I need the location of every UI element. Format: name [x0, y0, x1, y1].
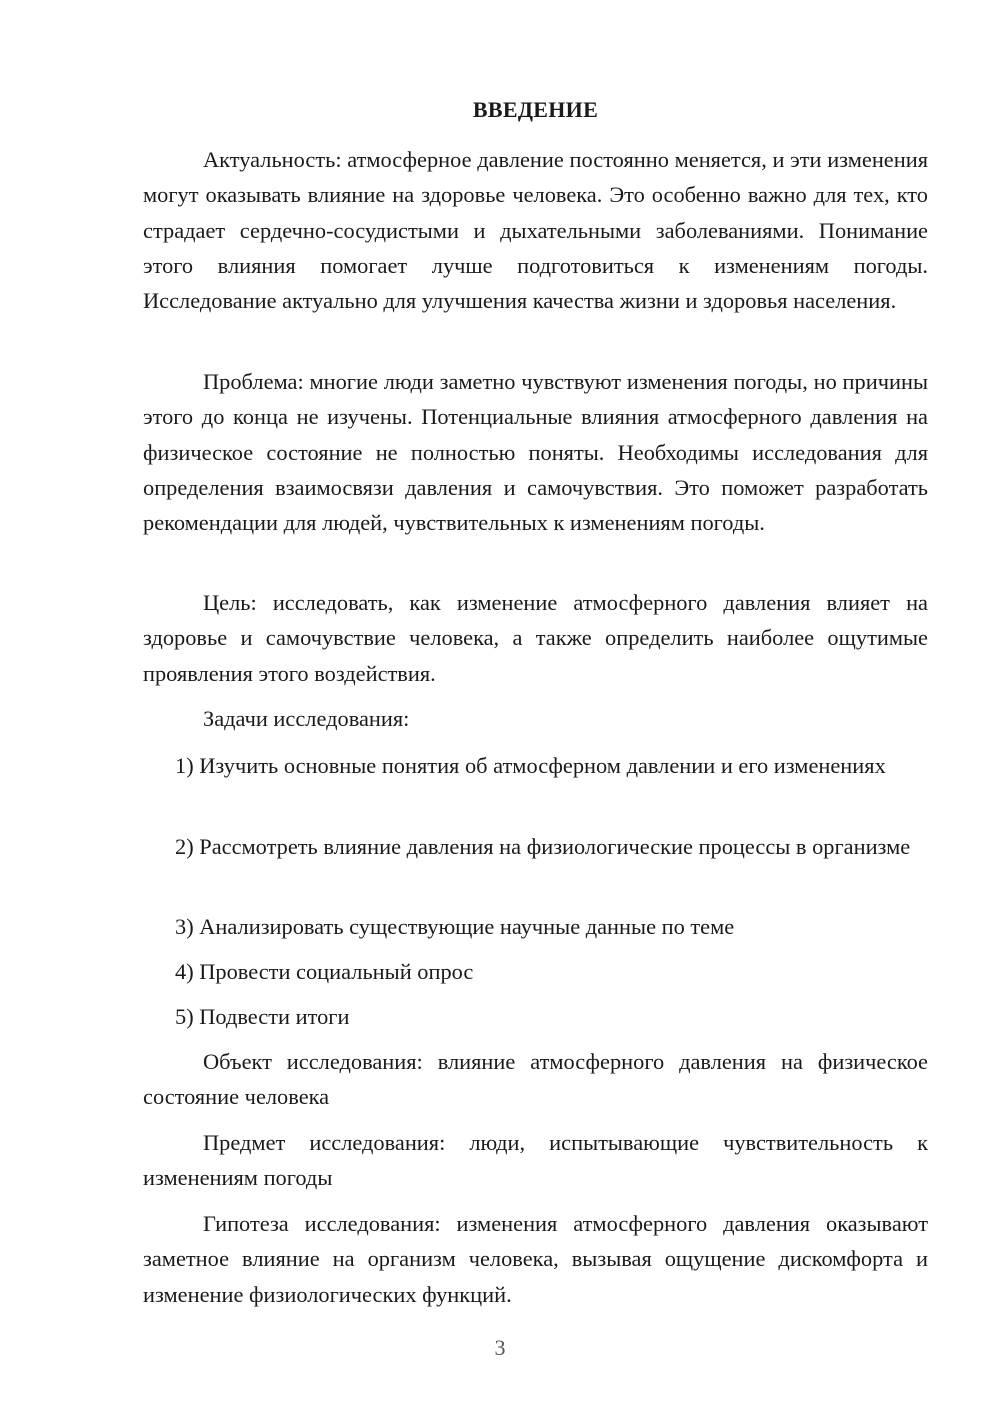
paragraph-object: Объект исследования: влияние атмосферного давления на физическое состояние человека: [143, 1049, 928, 1110]
list-item-task-3: 3) Анализировать существующие научные данные по теме: [175, 914, 735, 939]
paragraph-problem: Проблема: многие люди заметно чувствуют изменения погоды, но причины этого до конца не изучены. Потенциальные влияния атмосферного давления на физическое состояние не полностью поняты. Необходимы исследования для определения взаимосвязи давления и самочувствия. Это поможет разработать рекомендации для людей, чувствительных к изменениям погоды.: [143, 369, 928, 536]
page-title: ВВЕДЕНИЕ: [472, 97, 599, 122]
paragraph-relevance: Актуальность: атмосферное давление постоянно меняется, и эти изменения могут оказывать влияние на здоровье человека. Это особенно важно для тех, кто страдает сердечно-сосудистыми и дыхательными заболеваниями. Понимание этого влияния помогает лучше подготовиться к изменениям погоды. Исследование актуально для улучшения качества жизни и здоровья населения.: [143, 147, 928, 314]
list-item-task-2: 2) Рассмотреть влияние давления на физиологические процессы в организме: [175, 834, 911, 859]
page-number: 3: [494, 1335, 506, 1360]
paragraph-tasks-heading: Задачи исследования:: [203, 706, 410, 731]
list-item-task-5: 5) Подвести итоги: [175, 1004, 350, 1029]
list-item-task-4: 4) Провести социальный опрос: [175, 959, 474, 984]
paragraph-goal: Цель: исследовать, как изменение атмосферного давления влияет на здоровье и самочувствие человека, а также определить наиболее ощутимые проявления этого воздействия.: [143, 590, 928, 686]
list-item-task-1: 1) Изучить основные понятия об атмосферном давлении и его изменениях: [175, 753, 886, 778]
paragraph-subject: Предмет исследования: люди, испытывающие чувствительность к изменениям погоды: [143, 1130, 928, 1191]
paragraph-hypothesis: Гипотеза исследования: изменения атмосферного давления оказывают заметное влияние на организм человека, вызывая ощущение дискомфорта и изменение физиологических функций.: [143, 1211, 928, 1307]
